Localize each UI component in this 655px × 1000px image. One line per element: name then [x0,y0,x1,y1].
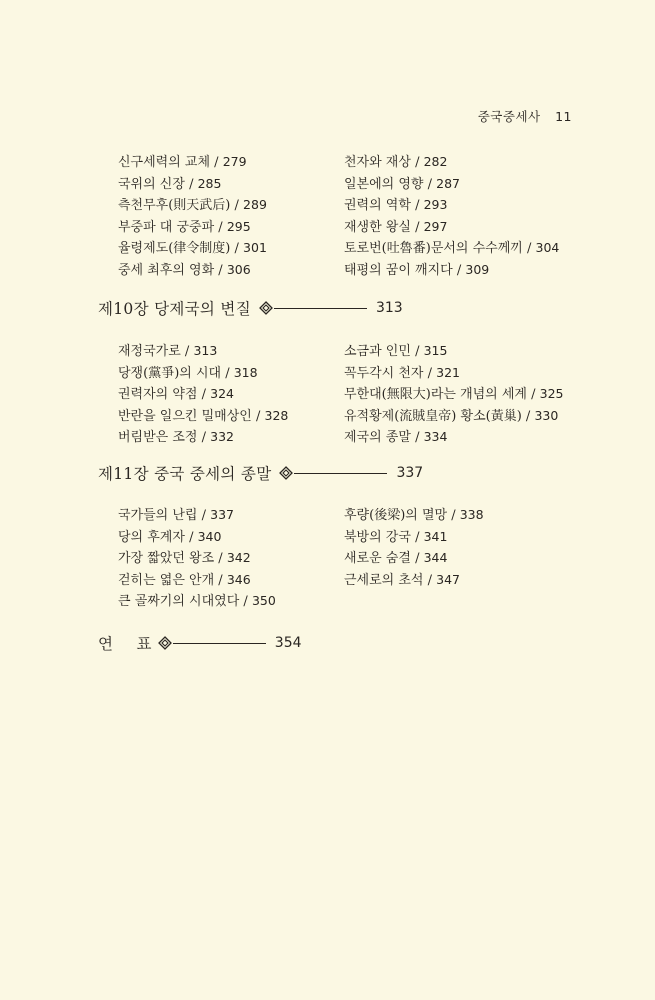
entry-title: 소금과 인민 [344,344,411,359]
chronology-page: 354 [274,635,302,651]
entry-title: 버림받은 조정 [118,430,198,445]
entry-title: 반란을 일으킨 밀매상인 [118,408,252,424]
toc-entry: 유적황제(流賊皇帝) 황소(黃巢) / 330 [344,407,559,424]
entry-page: 304 [535,240,560,255]
toc-entry: 측천무후(則天武后) / 289 [118,197,267,213]
entry-page: 332 [210,429,234,444]
entry-title: 국가들의 난립 [118,508,198,523]
toc-entry: 권력자의 약점 / 324 [118,386,234,402]
toc-entry: 부중파 대 궁중파 / 295 [118,218,251,235]
entry-title: 국위의 신장 [118,176,185,192]
entry-page: 328 [264,407,289,423]
toc-column-left [118,341,344,449]
entry-title: 일본에의 영향 [344,176,424,192]
entry-page: 330 [534,407,559,423]
entry-title: 재생한 왕실 [344,219,411,235]
toc-entry: 무한대(無限大)라는 개념의 세계 / 325 [344,386,564,402]
toc-entry: 소금과 인민 / 315 [344,343,448,359]
entry-title: 측천무후(則天武后) [118,198,231,213]
entry-page: 315 [423,343,448,358]
entry-title: 토로번(吐魯番)문서의 수수께끼 [344,241,523,256]
entry-page: 282 [423,154,448,169]
chapter-page: 313 [375,300,403,316]
entry-page: 318 [233,364,258,380]
entry-page: 313 [193,343,218,358]
entry-title: 걷히는 엷은 안개 [118,572,215,588]
entry-title: 무한대(無限大)라는 개념의 세계 [344,387,527,402]
toc-entry: 천자와 재상 / 282 [344,154,448,170]
toc-column-right [344,341,588,449]
toc-entry: 꼭두각시 천자 / 321 [344,364,460,381]
entry-title: 근세로의 초석 [344,572,424,588]
toc-entry: 걷히는 엷은 안개 / 346 [118,571,251,588]
entry-title: 새로운 숨결 [344,551,411,566]
entry-title: 큰 골짜기의 시대였다 [118,594,240,609]
chapter-page: 337 [396,465,424,481]
toc-entry: 중세 최후의 영화 / 306 [118,261,251,278]
entry-page: 306 [226,261,251,277]
toc-entry: 근세로의 초석 / 347 [344,571,460,588]
entry-title: 북방의 강국 [344,529,411,545]
entry-page: 293 [423,197,448,212]
entry-page: 287 [436,175,460,191]
toc-entry: 북방의 강국 / 341 [344,528,448,545]
entry-page: 279 [222,154,247,169]
toc-entry: 당의 후계자 / 340 [118,528,222,545]
entry-page: 342 [226,550,251,565]
chronology-heading [98,632,302,654]
entry-page: 341 [423,528,448,544]
entry-title: 권력의 역학 [344,198,411,213]
toc-entry: 큰 골짜기의 시대였다 / 350 [118,593,276,609]
book-title: 중국중세사 [477,109,541,124]
entry-title: 신구세력의 교체 [118,155,211,170]
toc-column-right [344,152,588,281]
toc-entry: 가장 짧았던 왕조 / 342 [118,550,251,566]
entry-page: 297 [423,218,448,234]
entry-title: 태평의 꿈이 깨지다 [344,262,453,278]
entry-page: 295 [226,218,251,234]
toc-section-a [118,152,588,281]
entry-page: 338 [459,507,484,522]
leader-line [274,308,367,309]
leader-line [173,643,266,644]
toc-entry: 버림받은 조정 / 332 [118,429,234,445]
entry-title: 당쟁(黨爭)의 시대 [118,365,222,381]
toc-column-left [118,152,344,281]
entry-page: 350 [251,593,276,608]
chapter-10-heading [98,297,403,319]
toc-entry: 국위의 신장 / 285 [118,175,222,192]
toc-entry: 신구세력의 교체 / 279 [118,154,247,170]
entry-title: 후량(後梁)의 멸망 [344,508,448,523]
toc-entry: 제국의 종말 / 334 [344,429,448,445]
chronology-title: 연 표 [98,635,152,653]
ornament-knot-icon [158,636,172,650]
toc-entry: 토로번(吐魯番)문서의 수수께끼 / 304 [344,240,560,256]
entry-page: 309 [465,261,490,277]
entry-page: 321 [436,364,460,380]
entry-title: 당의 후계자 [118,529,185,545]
toc-entry: 후량(後梁)의 멸망 / 338 [344,507,484,523]
entry-title: 천자와 재상 [344,155,411,170]
entry-title: 권력자의 약점 [118,387,198,402]
entry-title: 제국의 종말 [344,430,411,445]
ornament-knot-icon [279,466,293,480]
toc-column-right [344,505,588,613]
chapter-title: 제11장 중국 중세의 종말 [98,465,272,483]
entry-title: 율령제도(律令制度) [118,241,231,256]
entry-page: 301 [243,240,267,255]
entry-page: 337 [210,507,234,522]
toc-entry: 새로운 숨결 / 344 [344,550,448,566]
entry-title: 유적황제(流賊皇帝) 황소(黃巢) [344,408,522,424]
toc-section-b [118,341,588,449]
chapter-title: 제10장 당제국의 변질 [98,300,251,318]
entry-page: 344 [423,550,448,565]
ornament-knot-icon [259,301,273,315]
chapter-11-heading [98,462,423,484]
toc-entry: 국가들의 난립 / 337 [118,507,234,523]
entry-title: 가장 짧았던 왕조 [118,551,215,566]
entry-title: 부중파 대 궁중파 [118,219,215,235]
entry-page: 347 [436,571,460,587]
toc-entry: 반란을 일으킨 밀매상인 / 328 [118,407,289,424]
entry-page: 285 [197,175,222,191]
entry-page: 289 [243,197,267,212]
entry-title: 꼭두각시 천자 [344,365,424,381]
running-header [478,107,572,125]
entry-page: 325 [539,386,564,401]
toc-section-c [118,505,588,613]
leader-line [294,473,387,474]
toc-entry: 율령제도(律令制度) / 301 [118,240,267,256]
entry-title: 재정국가로 [118,344,181,359]
entry-title: 중세 최후의 영화 [118,262,215,278]
entry-page: 334 [423,429,448,444]
toc-entry: 태평의 꿈이 깨지다 / 309 [344,261,490,278]
page-number: 11 [555,109,572,124]
toc-entry: 일본에의 영향 / 287 [344,175,460,192]
toc-entry: 당쟁(黨爭)의 시대 / 318 [118,364,258,381]
entry-page: 346 [226,571,251,587]
entry-page: 324 [210,386,234,401]
entry-page: 340 [197,528,222,544]
toc-entry: 재정국가로 / 313 [118,343,218,359]
toc-entry: 재생한 왕실 / 297 [344,218,448,235]
toc-column-left [118,505,344,613]
toc-entry: 권력의 역학 / 293 [344,197,448,213]
